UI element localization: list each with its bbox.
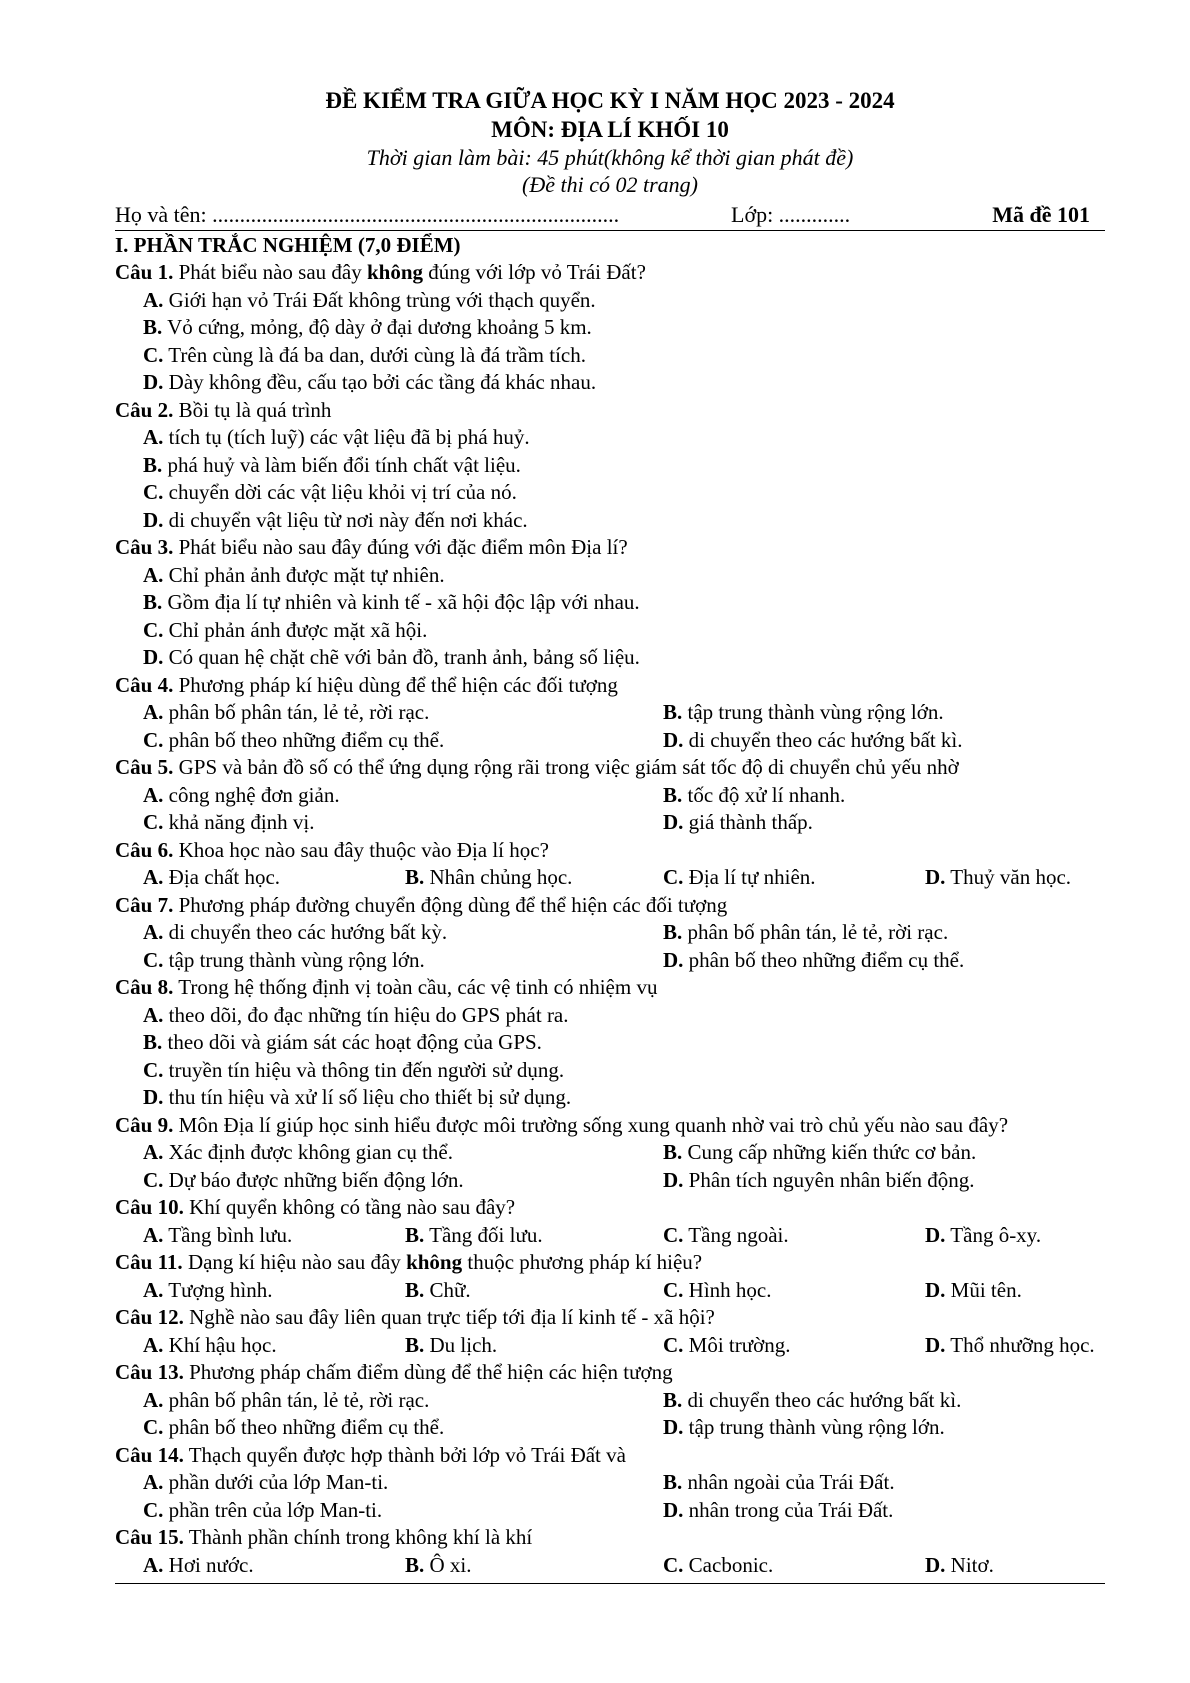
- option-a: [143, 919, 447, 947]
- option-letter: D.: [925, 1222, 946, 1247]
- option-letter: A.: [143, 425, 164, 449]
- option-letter: B.: [663, 1387, 683, 1412]
- option-letter: C.: [663, 1552, 684, 1577]
- option-d: [143, 369, 596, 397]
- question-stem: [115, 534, 1105, 562]
- question-number: Câu 9.: [115, 1112, 174, 1137]
- option-letter: D.: [143, 370, 164, 394]
- option-d: [143, 644, 640, 672]
- option-row: [115, 1002, 1105, 1030]
- question-number: Câu 13.: [115, 1360, 184, 1384]
- option-row: [115, 1469, 1105, 1497]
- option-text: di chuyển theo các hướng bất kì.: [683, 727, 963, 752]
- page-bottom-rule: [115, 1583, 1105, 1584]
- option-text: Vỏ cứng, mỏng, độ dày ở đại dương khoảng 5 km.: [162, 315, 592, 339]
- question-text: Môn Địa lí giúp học sinh hiểu được môi trường sống xung quanh nhờ vai trò chủ yếu nào sau đây?: [173, 1112, 1009, 1137]
- question-stem: [115, 397, 1105, 425]
- option-d: [143, 507, 528, 535]
- option-c: [143, 617, 427, 645]
- question-stem: [115, 1304, 1105, 1332]
- option-text: Dự báo được những biến động lớn.: [163, 1167, 464, 1192]
- option-text: Dày không đều, cấu tạo bởi các tầng đá khác nhau.: [163, 370, 597, 394]
- option-row: [115, 1277, 1105, 1305]
- option-letter: B.: [663, 1470, 683, 1494]
- option-b: [663, 782, 845, 810]
- question-text: Thành phần chính trong không khí là khí: [183, 1525, 533, 1549]
- option-text: phần trên của lớp Man-ti.: [163, 1497, 383, 1522]
- exam-subject: MÔN: ĐỊA LÍ KHỐI 10: [491, 117, 729, 142]
- option-row: [115, 452, 1105, 480]
- option-text: Địa chất học.: [163, 865, 281, 889]
- question-number: Câu 10.: [115, 1195, 184, 1219]
- option-letter: B.: [663, 1140, 683, 1164]
- option-letter: A.: [143, 1140, 164, 1164]
- option-letter: C.: [143, 342, 164, 367]
- option-text: Chỉ phản ánh được mặt xã hội.: [163, 617, 428, 642]
- option-text: di chuyển theo các hướng bất kỳ.: [163, 920, 448, 944]
- option-text: Cacbonic.: [683, 1552, 774, 1577]
- option-text: phân bố phân tán, lẻ tẻ, rời rạc.: [163, 1387, 430, 1412]
- question-stem: [115, 1524, 1105, 1552]
- option-row: [115, 342, 1105, 370]
- option-text: Tượng hình.: [163, 1277, 273, 1302]
- option-text: phân bố theo những điểm cụ thể.: [163, 1415, 445, 1439]
- option-row: [115, 1552, 1105, 1580]
- option-a: [143, 1387, 429, 1415]
- question-number: Câu 15.: [115, 1525, 184, 1549]
- option-row: [115, 479, 1105, 507]
- option-letter: A.: [143, 1552, 164, 1577]
- option-text: Tầng bình lưu.: [163, 1222, 293, 1247]
- option-text: Khí hậu học.: [163, 1332, 277, 1357]
- question-text: Phát biểu nào sau đây đúng với đặc điểm môn Địa lí?: [173, 535, 628, 559]
- question-stem: [115, 754, 1105, 782]
- option-text: tốc độ xử lí nhanh.: [682, 782, 846, 807]
- option-row: [115, 562, 1105, 590]
- option-text: Mũi tên.: [945, 1277, 1022, 1302]
- option-b: [143, 1029, 542, 1057]
- option-text: Tầng đối lưu.: [424, 1222, 543, 1247]
- option-text: Có quan hệ chặt chẽ với bản đồ, tranh ảnh, bảng số liệu.: [163, 645, 640, 669]
- option-row: [115, 1414, 1105, 1442]
- question-number: Câu 8.: [115, 975, 174, 999]
- option-row: [115, 507, 1105, 535]
- option-d: [663, 1497, 893, 1525]
- option-b: [143, 452, 521, 480]
- option-row: [115, 1387, 1105, 1415]
- option-b: [405, 1222, 543, 1250]
- option-letter: A.: [143, 782, 164, 807]
- option-text: giá thành thấp.: [683, 810, 813, 834]
- option-c: [143, 1167, 464, 1195]
- question-stem: [115, 672, 1105, 700]
- option-row: [115, 1057, 1105, 1085]
- section-heading: I. PHẦN TRẮC NGHIỆM (7,0 ĐIỂM): [115, 233, 461, 257]
- option-text: Ô xi.: [424, 1552, 472, 1577]
- option-letter: D.: [663, 727, 684, 752]
- question-stem: [115, 1359, 1105, 1387]
- option-b: [405, 1552, 472, 1580]
- option-c: [663, 1277, 772, 1305]
- option-row: [115, 1167, 1105, 1195]
- option-row: [115, 287, 1105, 315]
- option-d: [925, 1552, 994, 1580]
- option-c: [143, 809, 314, 837]
- option-text: nhân ngoài của Trái Đất.: [682, 1470, 895, 1494]
- option-letter: C.: [143, 1415, 164, 1439]
- option-letter: C.: [143, 480, 164, 504]
- option-letter: B.: [663, 700, 683, 724]
- option-text: tích tụ (tích luỹ) các vật liệu đã bị phá huỷ.: [163, 425, 530, 449]
- option-row: [115, 424, 1105, 452]
- question-text-end: thuộc phương pháp kí hiệu?: [462, 1250, 703, 1274]
- option-c: [143, 1057, 564, 1085]
- option-letter: C.: [143, 1497, 164, 1522]
- option-letter: B.: [405, 1552, 425, 1577]
- option-b: [663, 699, 944, 727]
- option-row: [115, 699, 1105, 727]
- option-row: [115, 727, 1105, 755]
- option-b: [663, 919, 948, 947]
- option-letter: B.: [143, 590, 163, 614]
- option-letter: C.: [663, 1277, 684, 1302]
- option-letter: A.: [143, 562, 164, 587]
- option-text: phân bố phân tán, lẻ tẻ, rời rạc.: [682, 920, 949, 944]
- option-letter: D.: [143, 645, 164, 669]
- option-letter: D.: [143, 1085, 164, 1109]
- option-a: [143, 562, 445, 590]
- option-text: Gồm địa lí tự nhiên và kinh tế - xã hội độc lập với nhau.: [162, 590, 640, 614]
- option-text: Hơi nước.: [163, 1552, 254, 1577]
- option-letter: D.: [925, 1332, 946, 1357]
- question-stem: [115, 1442, 1105, 1470]
- option-row: [115, 1029, 1105, 1057]
- option-text: Cung cấp những kiến thức cơ bản.: [682, 1140, 977, 1164]
- option-letter: C.: [663, 865, 684, 889]
- option-text: nhân trong của Trái Đất.: [683, 1497, 894, 1522]
- option-letter: C.: [663, 1332, 684, 1357]
- exam-page: [115, 86, 1105, 1584]
- option-letter: D.: [925, 1552, 946, 1577]
- option-row: [115, 947, 1105, 975]
- option-letter: D.: [143, 507, 164, 532]
- option-d: [663, 947, 964, 975]
- option-row: [115, 589, 1105, 617]
- option-letter: D.: [663, 1167, 684, 1192]
- option-text: theo dõi, đo đạc những tín hiệu do GPS phát ra.: [163, 1002, 569, 1027]
- exam-time: Thời gian làm bài: 45 phút(không kể thời gian phát đề): [366, 145, 854, 170]
- question-stem: [115, 1194, 1105, 1222]
- question-stem: [115, 837, 1105, 865]
- option-text: Chữ.: [424, 1277, 471, 1302]
- option-letter: B.: [143, 452, 163, 477]
- option-b: [405, 1277, 471, 1305]
- option-b: [143, 589, 640, 617]
- option-letter: B.: [405, 1332, 425, 1357]
- option-row: [115, 1332, 1105, 1360]
- question-text: Thạch quyển được hợp thành bởi lớp vỏ Trái Đất và: [183, 1442, 626, 1467]
- option-text: truyền tín hiệu và thông tin đến người sử dụng.: [163, 1057, 565, 1082]
- option-text: phá huỷ và làm biến đổi tính chất vật liệu.: [162, 452, 521, 477]
- option-a: [143, 1552, 254, 1580]
- option-b: [143, 314, 592, 342]
- option-text: tập trung thành vùng rộng lớn.: [683, 1415, 945, 1439]
- option-text: Tầng ngoài.: [683, 1222, 789, 1247]
- option-text: Du lịch.: [424, 1332, 498, 1357]
- question-number: Câu 14.: [115, 1442, 184, 1467]
- option-letter: C.: [143, 810, 164, 834]
- option-letter: A.: [143, 1002, 164, 1027]
- option-letter: C.: [143, 727, 164, 752]
- question-text: Nghề nào sau đây liên quan trực tiếp tới địa lí kinh tế - xã hội?: [183, 1305, 715, 1329]
- option-letter: D.: [663, 1497, 684, 1522]
- option-text: Thổ nhưỡng học.: [945, 1332, 1095, 1357]
- option-letter: C.: [663, 1222, 684, 1247]
- option-c: [143, 342, 586, 370]
- option-c: [663, 1222, 789, 1250]
- option-c: [143, 727, 444, 755]
- option-text: theo dõi và giám sát các hoạt động của GPS.: [162, 1030, 542, 1054]
- option-d: [663, 1167, 974, 1195]
- question-stem: [115, 974, 1105, 1002]
- option-a: [143, 1469, 388, 1497]
- option-letter: B.: [405, 1222, 425, 1247]
- option-row: [115, 644, 1105, 672]
- option-row: [115, 782, 1105, 810]
- exam-code: Mã đề 101: [992, 202, 1090, 227]
- question-number: Câu 5.: [115, 755, 174, 779]
- option-d: [663, 1414, 945, 1442]
- option-c: [143, 1414, 444, 1442]
- option-letter: A.: [143, 920, 164, 944]
- option-a: [143, 782, 340, 810]
- option-text: di chuyển theo các hướng bất kì.: [682, 1387, 962, 1412]
- option-letter: B.: [143, 1030, 163, 1054]
- option-text: phần dưới của lớp Man-ti.: [163, 1470, 389, 1494]
- option-letter: A.: [143, 1470, 164, 1494]
- question-emphasis: không: [406, 1250, 463, 1274]
- option-text: Chỉ phản ảnh được mặt tự nhiên.: [163, 562, 445, 587]
- question-stem: [115, 259, 1105, 287]
- exam-pages-note: (Đề thi có 02 trang): [522, 172, 698, 197]
- option-letter: A.: [143, 700, 164, 724]
- question-number: Câu 1.: [115, 260, 174, 284]
- exam-title: ĐỀ KIỂM TRA GIỮA HỌC KỲ I NĂM HỌC 2023 - 2024: [325, 88, 895, 113]
- question-text: Dạng kí hiệu nào sau đây: [182, 1250, 407, 1274]
- option-a: [143, 864, 280, 892]
- option-b: [405, 1332, 497, 1360]
- option-text: Phân tích nguyên nhân biến động.: [683, 1167, 975, 1192]
- option-row: [115, 809, 1105, 837]
- question-stem: [115, 892, 1105, 920]
- option-row: [115, 1139, 1105, 1167]
- option-text: Nhân chủng học.: [424, 865, 573, 889]
- question-text-end: đúng với lớp vỏ Trái Đất?: [423, 260, 646, 284]
- option-c: [663, 1552, 773, 1580]
- option-a: [143, 1332, 277, 1360]
- option-letter: A.: [143, 1387, 164, 1412]
- option-d: [925, 1222, 1041, 1250]
- question-text: Khoa học nào sau đây thuộc vào Địa lí học?: [173, 837, 549, 862]
- option-text: Tầng ô-xy.: [945, 1222, 1042, 1247]
- question-text: Phương pháp chấm điểm dùng để thể hiện các hiện tượng: [183, 1360, 673, 1384]
- option-letter: B.: [405, 1277, 425, 1302]
- student-info-line: [115, 200, 1105, 231]
- option-text: Hình học.: [683, 1277, 772, 1302]
- option-text: Giới hạn vỏ Trái Đất không trùng với thạch quyển.: [163, 287, 596, 312]
- option-text: Địa lí tự nhiên.: [683, 865, 816, 889]
- option-letter: D.: [663, 947, 684, 972]
- option-text: chuyển dời các vật liệu khỏi vị trí của nó.: [163, 480, 517, 504]
- question-number: Câu 6.: [115, 837, 174, 862]
- option-d: [663, 727, 963, 755]
- option-a: [143, 287, 596, 315]
- option-row: [115, 919, 1105, 947]
- option-text: Môi trường.: [683, 1332, 791, 1357]
- option-text: di chuyển vật liệu từ nơi này đến nơi khác.: [163, 507, 528, 532]
- option-text: khả năng định vị.: [163, 810, 315, 834]
- option-letter: D.: [663, 1415, 684, 1439]
- option-letter: C.: [143, 617, 164, 642]
- question-text: Bồi tụ là quá trình: [173, 397, 332, 422]
- option-text: Xác định được không gian cụ thể.: [163, 1140, 454, 1164]
- question-stem: [115, 1112, 1105, 1140]
- option-a: [143, 1222, 292, 1250]
- option-text: Trên cùng là đá ba dan, dưới cùng là đá trầm tích.: [163, 342, 586, 367]
- question-number: Câu 12.: [115, 1305, 184, 1329]
- option-a: [143, 424, 530, 452]
- option-a: [143, 1139, 453, 1167]
- option-b: [663, 1139, 976, 1167]
- question-text: Phát biểu nào sau đây: [173, 260, 367, 284]
- option-d: [925, 864, 1071, 892]
- option-d: [925, 1277, 1022, 1305]
- option-c: [663, 1332, 791, 1360]
- student-name-field: Họ và tên: ..........................................................................: [115, 202, 620, 227]
- option-text: phân bố theo những điểm cụ thể.: [163, 727, 445, 752]
- question-number: Câu 7.: [115, 892, 174, 917]
- question-stem: [115, 1249, 1105, 1277]
- student-class-field: Lớp: .............: [731, 202, 851, 227]
- option-text: phân bố phân tán, lẻ tẻ, rời rạc.: [163, 700, 430, 724]
- question-text: Khí quyển không có tầng nào sau đây?: [183, 1195, 516, 1219]
- option-a: [143, 699, 429, 727]
- option-row: [115, 1497, 1105, 1525]
- option-text: phân bố theo những điểm cụ thể.: [683, 947, 965, 972]
- option-c: [143, 479, 517, 507]
- option-text: thu tín hiệu và xử lí số liệu cho thiết bị sử dụng.: [163, 1085, 572, 1109]
- option-letter: C.: [143, 1167, 164, 1192]
- option-row: [115, 369, 1105, 397]
- option-letter: B.: [143, 315, 163, 339]
- option-d: [663, 809, 813, 837]
- option-letter: A.: [143, 1332, 164, 1357]
- option-letter: D.: [925, 1277, 946, 1302]
- option-letter: A.: [143, 1222, 164, 1247]
- question-text: Trong hệ thống định vị toàn cầu, các vệ tinh có nhiệm vụ: [173, 975, 658, 999]
- option-c: [143, 947, 425, 975]
- option-letter: B.: [405, 865, 425, 889]
- option-c: [663, 864, 816, 892]
- option-text: Thuỷ văn học.: [945, 865, 1072, 889]
- option-letter: A.: [143, 865, 164, 889]
- option-text: công nghệ đơn giản.: [163, 782, 340, 807]
- option-text: tập trung thành vùng rộng lớn.: [163, 947, 425, 972]
- question-number: Câu 4.: [115, 672, 174, 697]
- option-d: [143, 1084, 571, 1112]
- question-text: Phương pháp đường chuyển động dùng để thể hiện các đối tượng: [173, 892, 728, 917]
- option-letter: B.: [663, 920, 683, 944]
- option-row: [115, 1084, 1105, 1112]
- option-a: [143, 1277, 272, 1305]
- question-emphasis: không: [366, 260, 424, 284]
- option-b: [663, 1469, 895, 1497]
- option-d: [925, 1332, 1095, 1360]
- option-letter: D.: [925, 865, 946, 889]
- option-row: [115, 314, 1105, 342]
- option-c: [143, 1497, 382, 1525]
- question-number: Câu 2.: [115, 397, 174, 422]
- option-letter: C.: [143, 947, 164, 972]
- question-text: Phương pháp kí hiệu dùng để thể hiện các đối tượng: [173, 672, 618, 697]
- option-b: [663, 1387, 961, 1415]
- question-number: Câu 11.: [115, 1250, 183, 1274]
- option-letter: A.: [143, 287, 164, 312]
- option-row: [115, 617, 1105, 645]
- option-letter: B.: [663, 782, 683, 807]
- option-row: [115, 1222, 1105, 1250]
- option-letter: A.: [143, 1277, 164, 1302]
- option-letter: C.: [143, 1057, 164, 1082]
- exam-header: [115, 86, 1105, 198]
- option-letter: D.: [663, 810, 684, 834]
- option-a: [143, 1002, 569, 1030]
- question-text: GPS và bản đồ số có thể ứng dụng rộng rãi trong việc giám sát tốc độ di chuyển chủ yếu nhờ: [173, 755, 959, 779]
- option-text: tập trung thành vùng rộng lớn.: [682, 700, 944, 724]
- option-row: [115, 864, 1105, 892]
- option-b: [405, 864, 572, 892]
- option-text: Nitơ.: [945, 1552, 994, 1577]
- question-number: Câu 3.: [115, 535, 174, 559]
